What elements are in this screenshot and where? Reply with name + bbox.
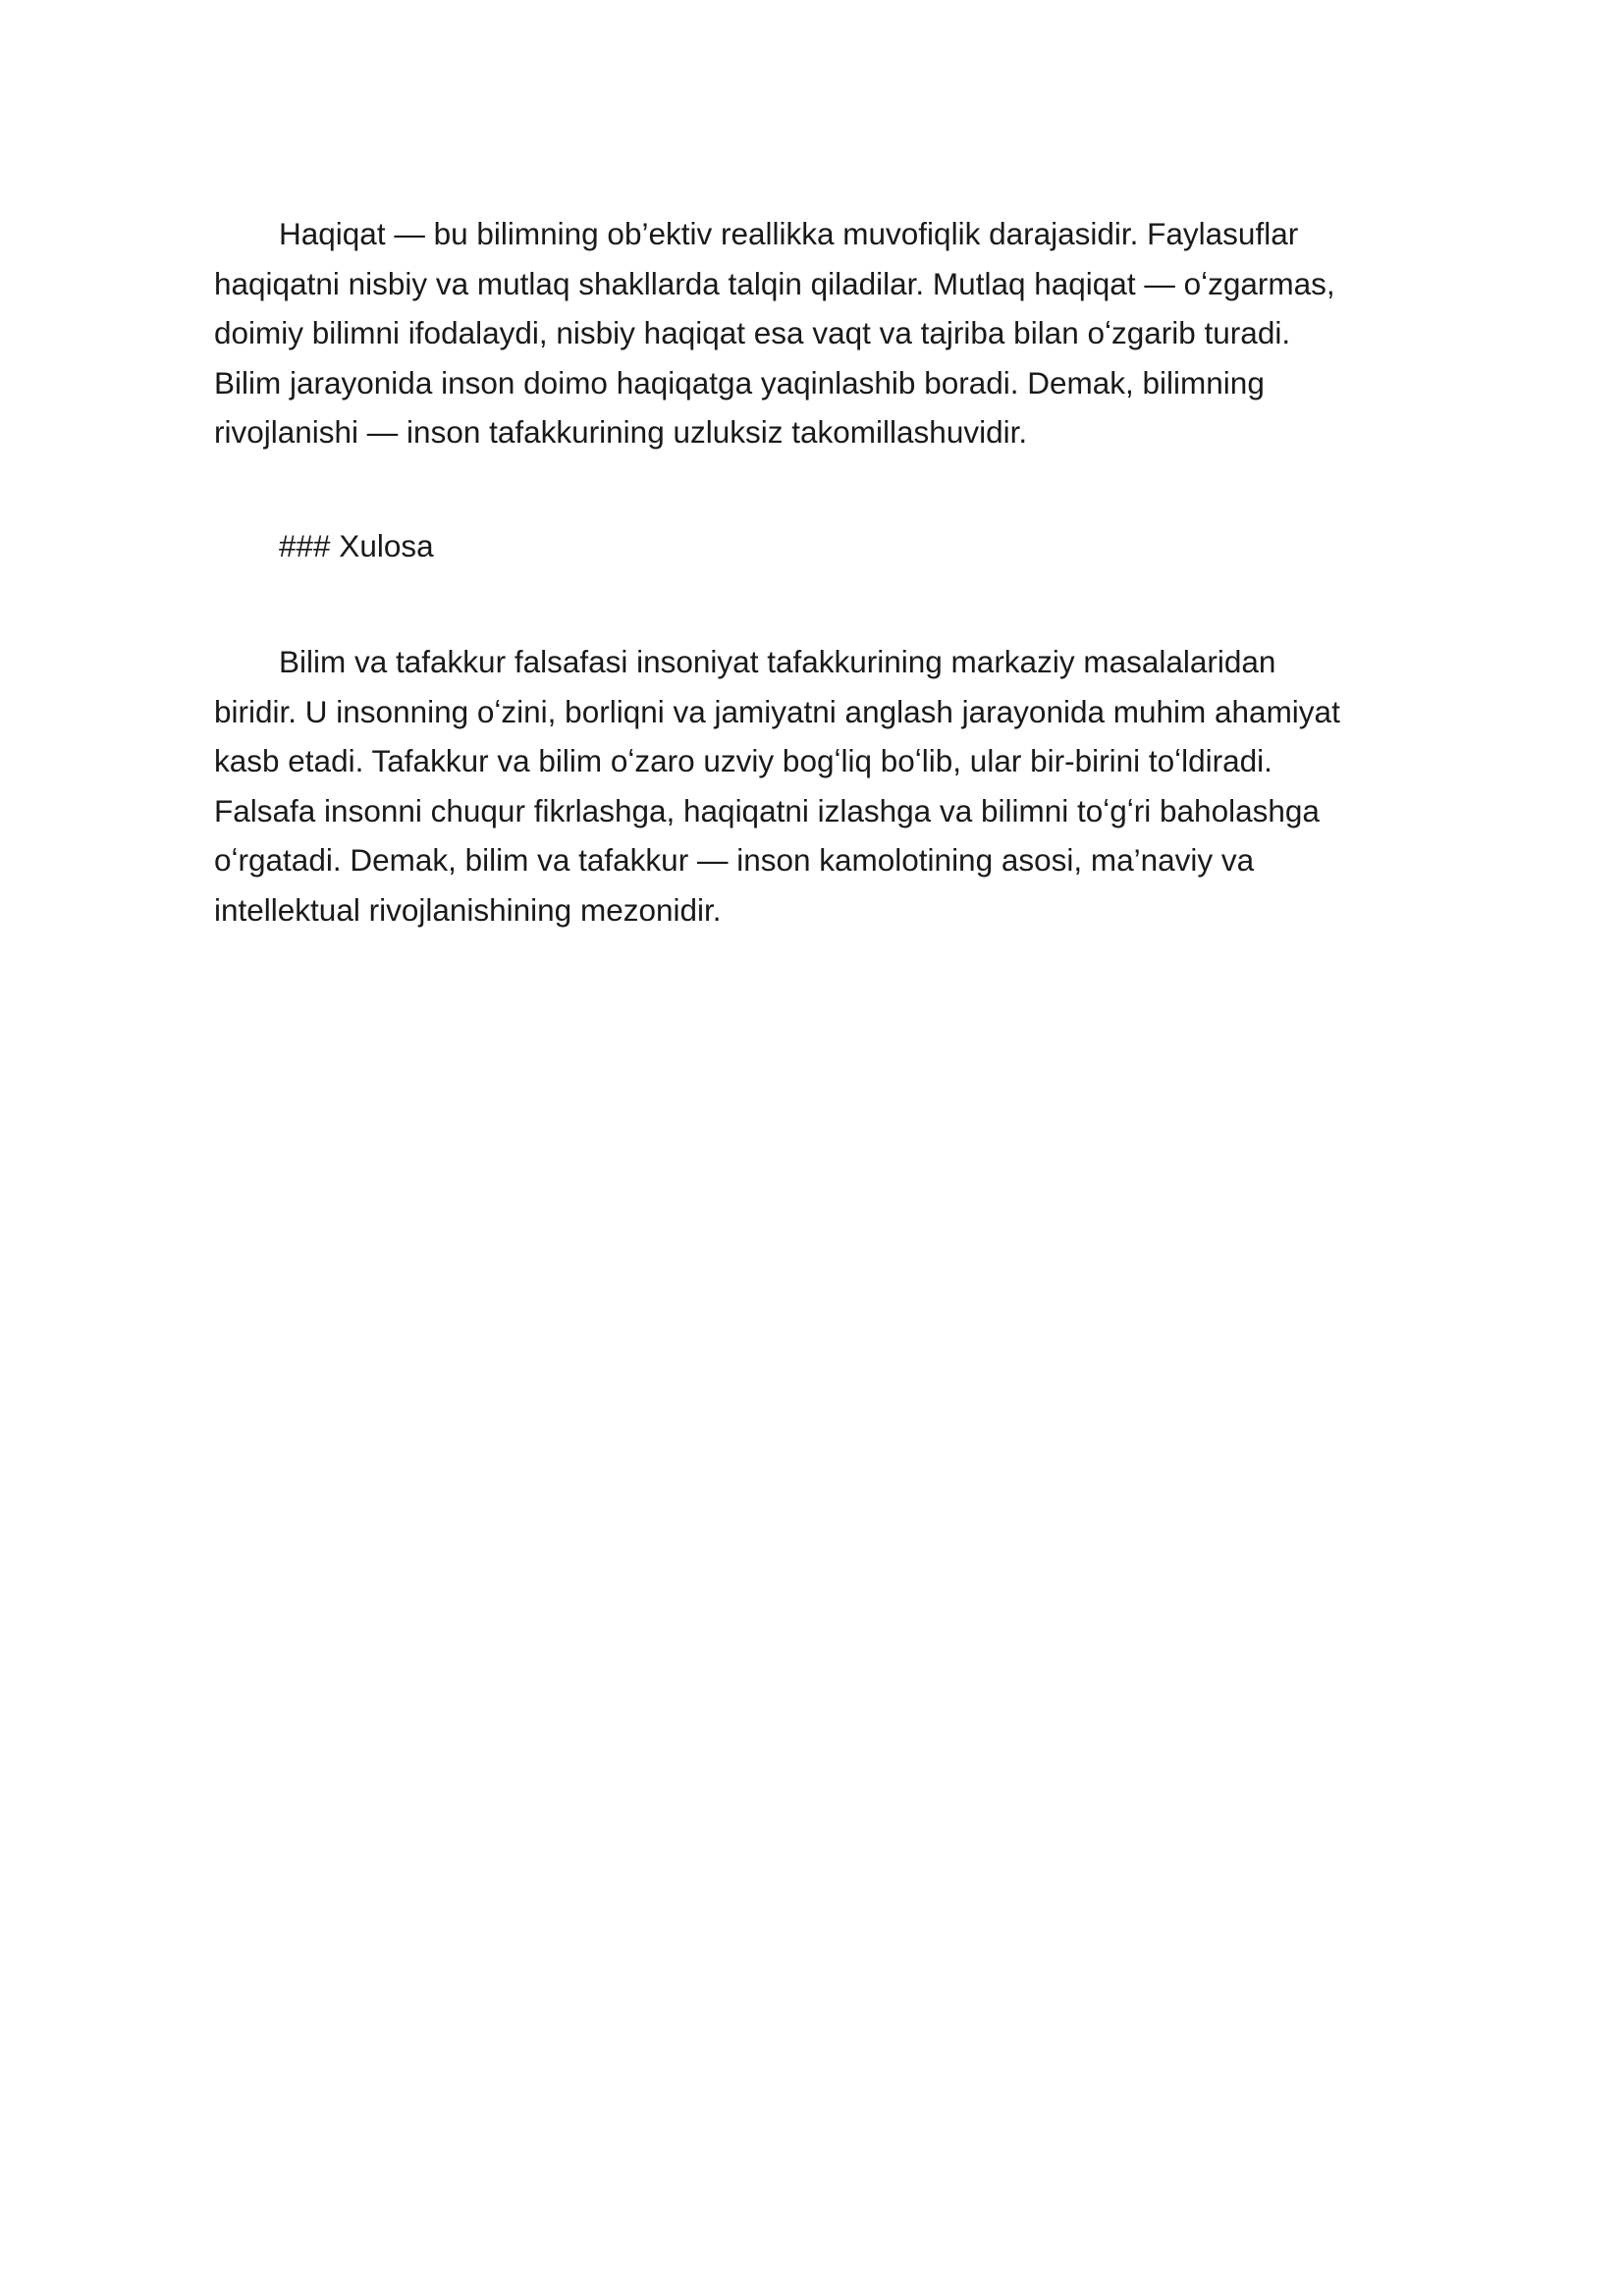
paragraph-line: haqiqatni nisbiy va mutlaq shakllarda talqin qiladilar. Mutlaq haqiqat — oʻzgarmas, [214,265,1335,301]
paragraph-line: biridir. U insonning oʻzini, borliqni va jamiyatni anglash jarayonida muhim ahamiyat [214,693,1340,729]
paragraph-line: Bilim jarayonida inson doimo haqiqatga yaqinlashib boradi. Demak, bilimning [214,364,1265,400]
paragraph-line: oʻrgatadi. Demak, bilim va tafakkur — inson kamolotining asosi, ma’naviy va [214,842,1255,878]
paragraph-line: intellektual rivojlanishining mezonidir. [214,891,722,928]
paragraph-xulosa [214,637,1432,934]
paragraph-haqiqat [214,209,1432,457]
paragraph-line: doimiy bilimni ifodalaydi, nisbiy haqiqat esa vaqt va tajriba bilan oʻzgarib turadi. [214,315,1291,350]
paragraph-line: Bilim va tafakkur falsafasi insoniyat tafakkurining markaziy masalalaridan [279,644,1276,679]
section-heading-xulosa: ### Xulosa [279,528,434,563]
paragraph-line: Falsafa insonni chuqur fikrlashga, haqiqatni izlashga va bilimni toʻgʻri baholashga [214,792,1320,828]
paragraph-line: kasb etadi. Tafakkur va bilim oʻzaro uzviy bogʻliq boʻlib, ular bir-birini toʻldiradi. [214,743,1272,778]
paragraph-line: rivojlanishi — inson tafakkurining uzluksiz takomillashuvidir. [214,414,1028,450]
paragraph-line: Haqiqat — bu bilimning ob’ektiv reallikka muvofiqlik darajasidir. Faylasuflar [279,216,1299,251]
